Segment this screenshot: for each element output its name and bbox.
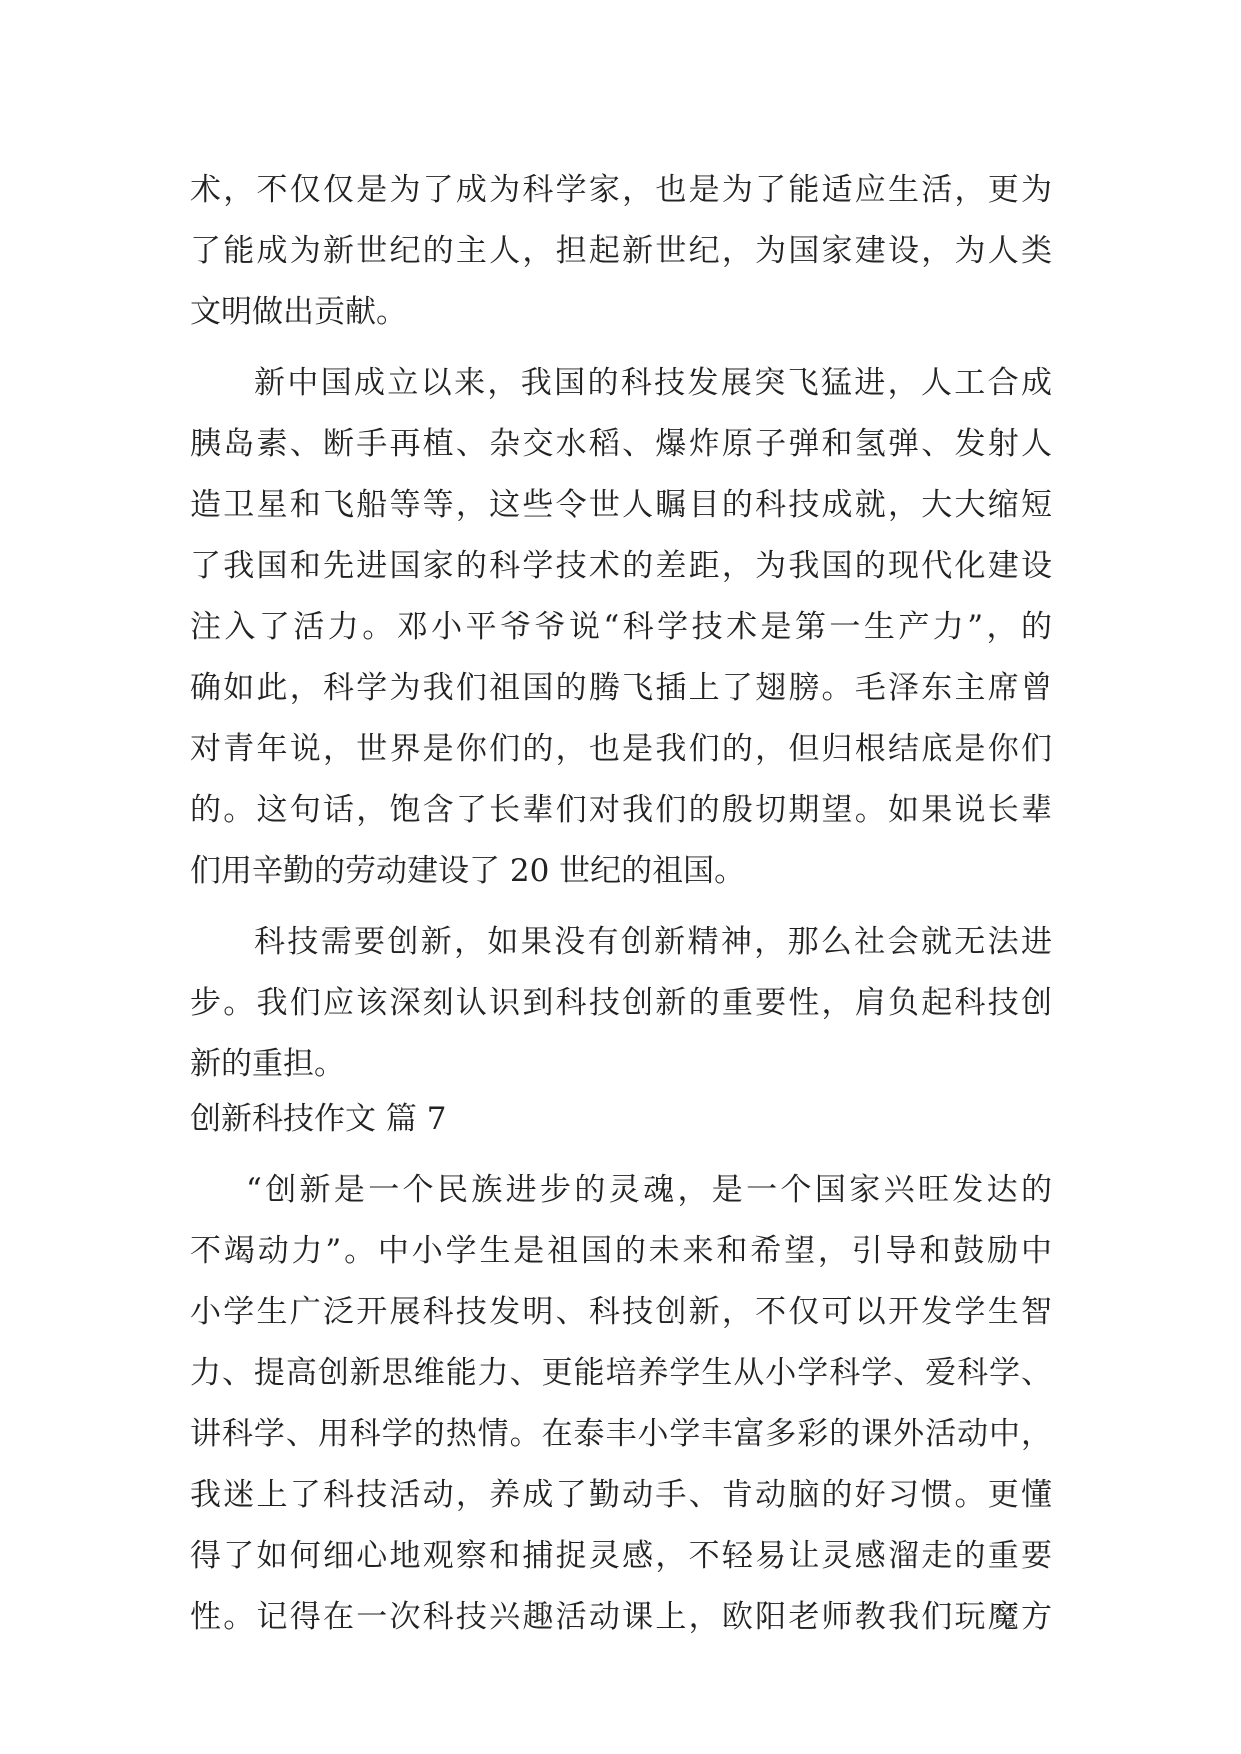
paragraph-innovation bbox=[190, 912, 1052, 1095]
text-line: 力、提高创新思维能力、更能培养学生从小学科学、爱科学、 bbox=[190, 1355, 1052, 1391]
text-line: 步。我们应该深刻认识到科技创新的重要性，肩负起科技创 bbox=[190, 985, 1052, 1021]
text-line: 我迷上了科技活动，养成了勤动手、肯动脑的好习惯。更懂 bbox=[190, 1477, 1052, 1513]
text-line: 了我国和先进国家的科学技术的差距，为我国的现代化建设 bbox=[190, 548, 1052, 584]
text-line: 对青年说，世界是你们的，也是我们的，但归根结底是你们 bbox=[190, 731, 1052, 767]
essay-heading: 创新科技作文 篇 7 bbox=[190, 1101, 447, 1137]
text-line: 们用辛勤的劳动建设了 20 世纪的祖国。 bbox=[190, 853, 746, 889]
text-line: 小学生广泛开展科技发明、科技创新，不仅可以开发学生智 bbox=[190, 1294, 1052, 1330]
text-line: 的。这句话，饱含了长辈们对我们的殷切期望。如果说长辈 bbox=[190, 792, 1052, 828]
paragraph-continuation bbox=[190, 160, 1052, 343]
text-line: 注入了活力。邓小平爷爷说“科学技术是第一生产力”，的 bbox=[190, 609, 1052, 645]
text-line: 确如此，科学为我们祖国的腾飞插上了翅膀。毛泽东主席曾 bbox=[190, 670, 1052, 706]
text-line: 造卫星和飞船等等，这些令世人瞩目的科技成就，大大缩短 bbox=[190, 487, 1052, 523]
text-line: 讲科学、用科学的热情。在泰丰小学丰富多彩的课外活动中， bbox=[190, 1416, 1052, 1452]
text-line: 性。记得在一次科技兴趣活动课上，欧阳老师教我们玩魔方 bbox=[190, 1599, 1052, 1635]
text-line: 科技需要创新，如果没有创新精神，那么社会就无法进 bbox=[254, 924, 1052, 960]
text-line: 得了如何细心地观察和捕捉灵感，不轻易让灵感溜走的重要 bbox=[190, 1538, 1052, 1574]
document-body bbox=[190, 160, 1052, 1648]
text-line: 不竭动力”。中小学生是祖国的未来和希望，引导和鼓励中 bbox=[190, 1233, 1052, 1269]
paragraph-development bbox=[190, 353, 1052, 902]
text-line: 文明做出贡献。 bbox=[190, 294, 407, 330]
text-line: 了能成为新世纪的主人，担起新世纪，为国家建设，为人类 bbox=[190, 233, 1052, 269]
text-line: 术，不仅仅是为了成为科学家，也是为了能适应生活，更为 bbox=[190, 172, 1052, 208]
text-line: “创新是一个民族进步的灵魂，是一个国家兴旺发达的 bbox=[246, 1172, 1052, 1208]
paragraph-essay-7 bbox=[190, 1160, 1052, 1648]
text-line: 新的重担。 bbox=[190, 1046, 345, 1082]
text-line: 新中国成立以来，我国的科技发展突飞猛进，人工合成 bbox=[254, 365, 1052, 401]
text-line: 胰岛素、断手再植、杂交水稻、爆炸原子弹和氢弹、发射人 bbox=[190, 426, 1052, 462]
